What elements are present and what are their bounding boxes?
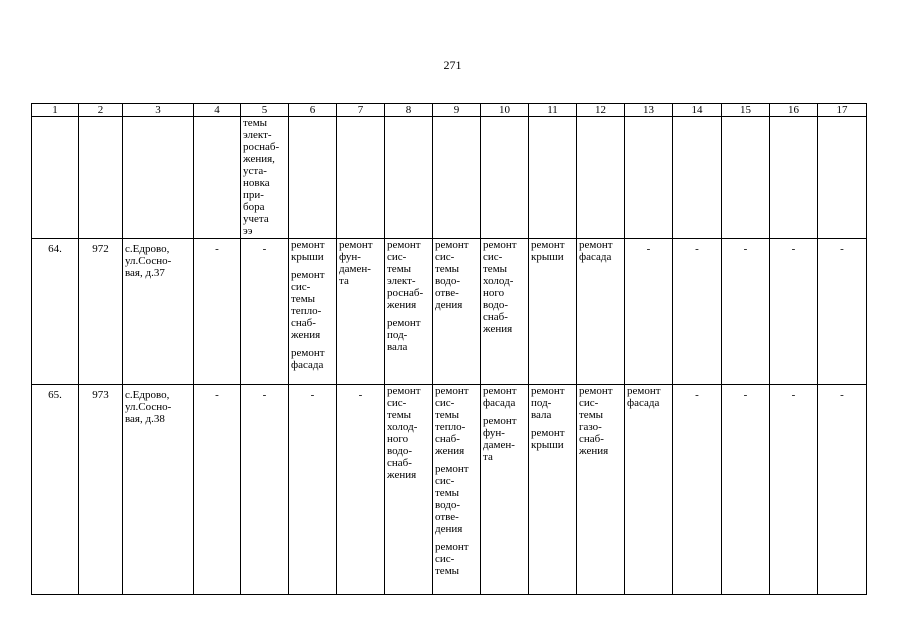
cell-c15: - xyxy=(722,239,770,385)
cell-c16: - xyxy=(770,239,818,385)
cell-c17: - xyxy=(818,385,867,595)
cell-c15: - xyxy=(722,385,770,595)
work-entry: ремонт сис- темы газо- снаб- жения xyxy=(579,385,613,457)
cell-c12 xyxy=(577,239,625,385)
work-entry: ремонт сис- темы тепло- снаб- жения xyxy=(435,385,469,457)
cell-c9 xyxy=(433,239,481,385)
cell-n: 65. xyxy=(32,385,79,595)
work-entry: ремонт сис- темы элект- роснаб- жения xyxy=(387,239,424,311)
column-header-5: 5 xyxy=(241,104,289,117)
cell-code: 972 xyxy=(79,239,123,385)
works-table xyxy=(31,103,867,595)
cell-addr: с.Едрово, ул.Сосно- вая, д.37 xyxy=(123,239,194,385)
cell-c4: - xyxy=(194,385,241,595)
cell-c10 xyxy=(481,239,529,385)
page-number: 271 xyxy=(443,58,462,72)
table-row xyxy=(32,239,867,385)
column-header-11: 11 xyxy=(529,104,577,117)
work-entry: ремонт сис- темы xyxy=(435,541,469,577)
work-entry: ремонт крыши xyxy=(531,427,565,451)
work-entry: ремонт фасада xyxy=(627,385,661,409)
cell-c13 xyxy=(625,385,673,595)
column-header-1: 1 xyxy=(32,104,79,117)
cell-c6 xyxy=(289,239,337,385)
table-row xyxy=(32,385,867,595)
cell-c5: - xyxy=(241,385,289,595)
column-header-15: 15 xyxy=(722,104,770,117)
cell-c10 xyxy=(481,385,529,595)
column-header-16: 16 xyxy=(770,104,818,117)
cell-c7: - xyxy=(337,385,385,595)
work-entry: ремонт фасада xyxy=(579,239,613,263)
cell-c8 xyxy=(385,239,433,385)
cell-c11 xyxy=(529,239,577,385)
cell-c16: - xyxy=(770,385,818,595)
cell-c17: - xyxy=(818,239,867,385)
work-entry: ремонт сис- темы водо- отве- дения xyxy=(435,463,469,535)
cell-c9 xyxy=(433,385,481,595)
work-entry: ремонт фасада xyxy=(483,385,517,409)
header-row xyxy=(32,104,867,117)
cell-c14: - xyxy=(673,239,722,385)
cell-c12 xyxy=(577,385,625,595)
column-header-17: 17 xyxy=(818,104,867,117)
cell-code: 973 xyxy=(79,385,123,595)
work-entry: ремонт сис- темы тепло- снаб- жения xyxy=(291,269,325,341)
work-entry: ремонт крыши xyxy=(531,239,565,263)
cell-addr: с.Едрово, ул.Сосно- вая, д.38 xyxy=(123,385,194,595)
cell-n: 64. xyxy=(32,239,79,385)
work-entry: ремонт сис- темы холод- ного водо- снаб- жения xyxy=(483,239,517,335)
column-header-13: 13 xyxy=(625,104,673,117)
column-header-10: 10 xyxy=(481,104,529,117)
work-entry: ремонт под- вала xyxy=(387,317,421,353)
work-entry: ремонт сис- темы холод- ного водо- снаб- жения xyxy=(387,385,421,481)
cell-c14: - xyxy=(673,385,722,595)
cell-c8 xyxy=(385,385,433,595)
column-header-7: 7 xyxy=(337,104,385,117)
column-header-9: 9 xyxy=(433,104,481,117)
cell-c4: - xyxy=(194,239,241,385)
work-entry: ремонт фун- дамен- та xyxy=(483,415,517,463)
cell-c11 xyxy=(529,385,577,595)
continuation-cell-5: темы элект- роснаб- жения, уста- новка при- бора учета ээ xyxy=(241,117,289,239)
work-entry: ремонт фасада xyxy=(291,347,325,371)
work-entry: ремонт крыши xyxy=(291,239,325,263)
work-entry: ремонт сис- темы водо- отве- дения xyxy=(435,239,469,311)
work-entry: ремонт под- вала xyxy=(531,385,565,421)
column-header-2: 2 xyxy=(79,104,123,117)
column-header-12: 12 xyxy=(577,104,625,117)
column-header-8: 8 xyxy=(385,104,433,117)
cell-c5: - xyxy=(241,239,289,385)
cell-c7 xyxy=(337,239,385,385)
cell-c6: - xyxy=(289,385,337,595)
work-entry: ремонт фун- дамен- та xyxy=(339,239,373,287)
column-header-6: 6 xyxy=(289,104,337,117)
column-header-3: 3 xyxy=(123,104,194,117)
column-header-4: 4 xyxy=(194,104,241,117)
column-header-14: 14 xyxy=(673,104,722,117)
cell-c13: - xyxy=(625,239,673,385)
continuation-row xyxy=(32,117,867,239)
